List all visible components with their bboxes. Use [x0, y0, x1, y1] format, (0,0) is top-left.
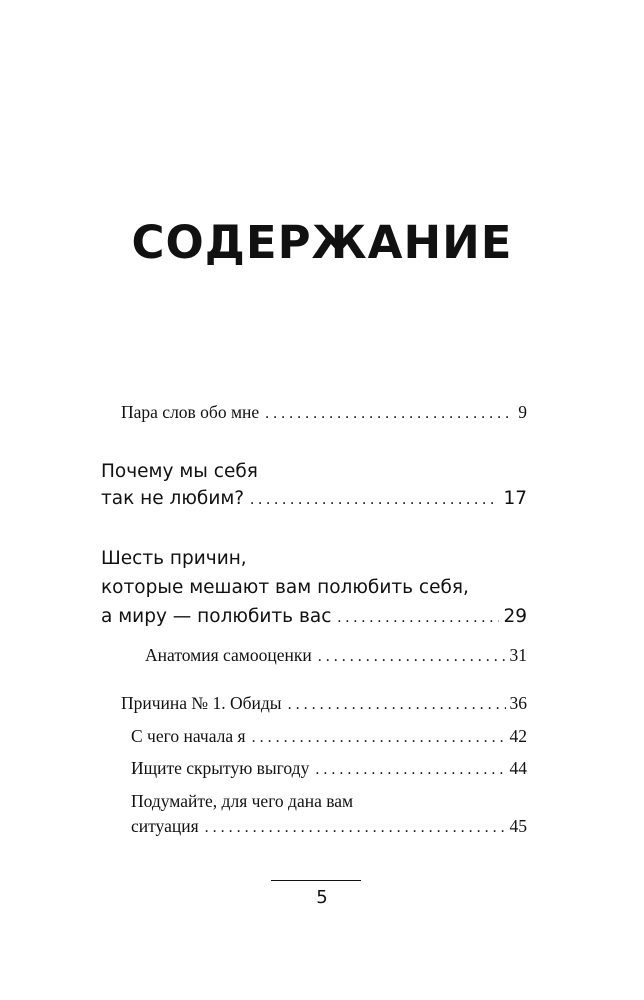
toc-entry-title: Пара слов обо мне — [121, 402, 260, 422]
toc-page-number: 31 — [509, 645, 527, 665]
toc-entry-title: Причина № 1. Обиды — [121, 693, 282, 713]
toc-entry-title: Почему мы себя — [101, 461, 258, 482]
toc-page-number: 9 — [518, 402, 527, 422]
toc-entry — [131, 789, 527, 840]
toc-page-number: 44 — [509, 758, 527, 778]
toc-entry — [101, 458, 527, 513]
toc-entry-title: которые мешают вам полюбить себя, — [101, 577, 469, 598]
toc-entry-title: а миру — полюбить вас — [101, 606, 332, 627]
toc-entry-title: ситуация — [131, 816, 199, 836]
page-number: 5 — [316, 887, 328, 908]
dot-leader — [318, 648, 506, 666]
toc-entry-title: Подумайте, для чего дана вам — [131, 791, 354, 811]
footer-divider — [271, 880, 361, 881]
dot-leader — [205, 815, 506, 840]
toc-entry-title: Шесть причин, — [101, 548, 247, 569]
dot-leader — [288, 696, 506, 714]
dot-leader — [265, 405, 514, 423]
dot-leader — [252, 729, 506, 747]
toc-entry — [101, 544, 527, 632]
toc-page-number: 17 — [503, 488, 527, 509]
toc-entry — [121, 402, 527, 423]
toc-entry-title: С чего начала я — [131, 726, 246, 746]
dot-leader — [315, 761, 505, 779]
toc-page-number: 36 — [509, 693, 527, 713]
dot-leader — [250, 486, 499, 513]
toc-entry — [131, 758, 527, 779]
toc-entry-title: Ищите скрытую выгоду — [131, 758, 310, 778]
toc-entry-title: так не любим? — [101, 488, 245, 509]
dot-leader — [337, 603, 499, 632]
toc-entry-title: Анатомия самооценки — [145, 645, 312, 665]
toc-entry — [131, 726, 527, 747]
toc-entry — [145, 645, 527, 666]
toc-page-number: 42 — [509, 726, 527, 746]
toc-entry — [121, 693, 527, 714]
toc-page-number: 45 — [509, 816, 527, 836]
page-title: СОДЕРЖАНИЕ — [131, 216, 513, 269]
toc-page-number: 29 — [503, 606, 527, 627]
